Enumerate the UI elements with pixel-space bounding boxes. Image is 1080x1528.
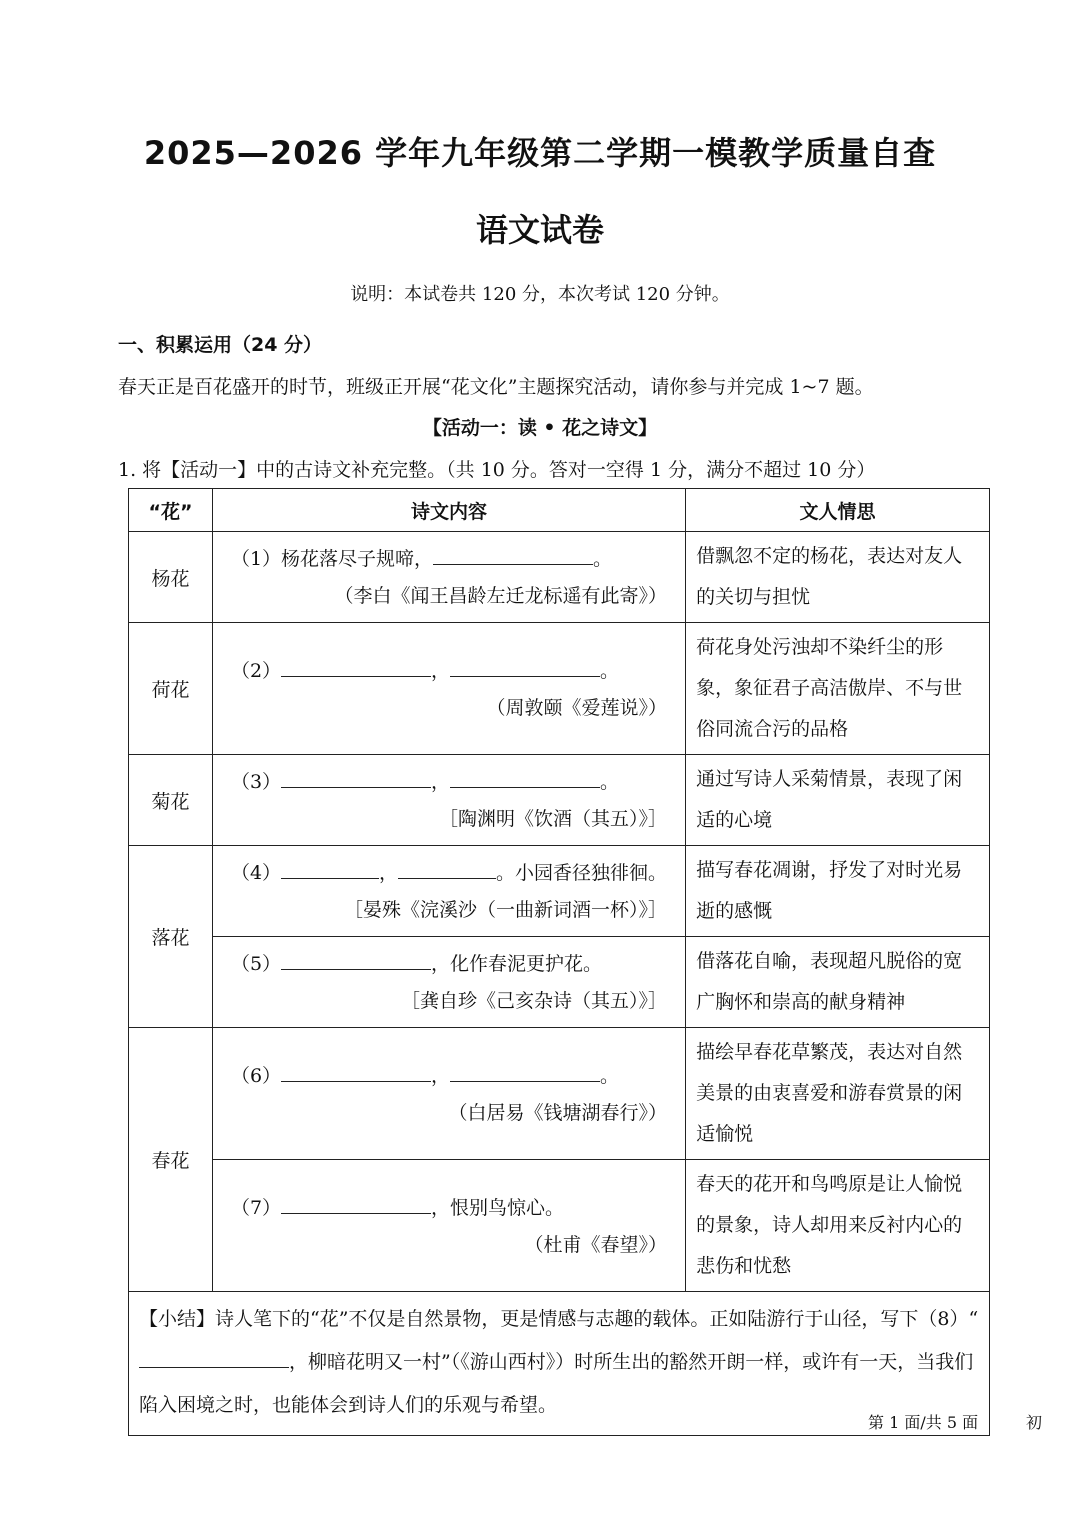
answer-blank-3a[interactable] [281, 765, 431, 788]
poem-text: ， [431, 1064, 451, 1087]
exam-note: 说明：本试卷共 120 分，本次考试 120 分钟。 [350, 284, 730, 305]
table-header-row [129, 489, 990, 532]
question-1: 1. 将【活动一】中的古诗文补充完整。（共 10 分。答对一空得 1 分，满分不超过 10 分） [118, 459, 876, 481]
section-heading: 一、积累运用（24 分） [118, 334, 323, 356]
poem-text: （3） [230, 771, 282, 793]
poem-source: ［晏殊《浣溪沙（一曲新词酒一杯）》］ [344, 899, 668, 921]
poem-text: ， [431, 659, 451, 682]
answer-blank-2a[interactable] [281, 654, 431, 677]
sentiment-cell: 描写春花凋谢，抒发了对时光易逝的感慨 [686, 846, 990, 937]
answer-blank-6b[interactable] [450, 1059, 600, 1082]
poem-text: 。 [600, 659, 620, 682]
flower-cell: 落花 [129, 846, 213, 1028]
answer-blank-3b[interactable] [450, 765, 600, 788]
header-sentiment: 文人情思 [686, 489, 990, 532]
activity-heading: 【活动一：读 • 花之诗文】 [422, 417, 658, 439]
sentiment-cell: 借落花自喻，表现超凡脱俗的宽广胸怀和崇高的献身精神 [686, 937, 990, 1028]
answer-blank-5[interactable] [281, 947, 431, 970]
poem-text: （1）杨花落尽子规啼， [230, 548, 434, 570]
summary-text: 【小结】诗人笔下的“花”不仅是自然景物，更是情感与志趣的载体。正如陆游行于山径，写下（8）“ [139, 1308, 979, 1330]
flower-cell: 菊花 [129, 755, 213, 846]
answer-blank-7[interactable] [281, 1191, 431, 1214]
poem-source: （白居易《钱塘湖春行》） [448, 1101, 668, 1124]
poem-text: （5） [230, 953, 282, 975]
flower-cell: 杨花 [129, 532, 213, 623]
table-row [129, 1160, 990, 1292]
section-intro: 春天正是百花盛开的时节，班级正开展“花文化”主题探究活动，请你参与并完成 1~7 题。 [118, 376, 874, 398]
flower-cell: 春花 [129, 1028, 213, 1292]
summary-cell [129, 1292, 990, 1436]
poem-text: ， [379, 862, 399, 884]
flower-cell: 荷花 [129, 623, 213, 755]
content-cell [212, 846, 685, 937]
answer-blank-1[interactable] [433, 542, 593, 565]
answer-blank-4b[interactable] [398, 856, 496, 879]
poem-text: （7） [230, 1196, 282, 1219]
content-cell [212, 623, 685, 755]
sentiment-cell: 通过写诗人采菊情景，表现了闲适的心境 [686, 755, 990, 846]
poem-line [231, 540, 667, 578]
poem-line [231, 1057, 667, 1095]
poem-text: 。 [593, 548, 613, 570]
table-row [129, 755, 990, 846]
exam-subtitle: 语文试卷 [475, 211, 604, 249]
table-row [129, 846, 990, 937]
poem-text: ， [431, 771, 451, 793]
poem-source: （周敦颐《爱莲说》） [486, 696, 668, 719]
poem-text: ，恨别鸟惊心。 [431, 1196, 565, 1219]
poem-text: 。小园香径独徘徊。 [496, 862, 668, 884]
exam-title: 2025—2026 学年九年级第二学期一模教学质量自查 [143, 134, 937, 172]
poem-text: （4） [230, 862, 282, 884]
poem-text: （2） [230, 659, 282, 682]
content-cell [212, 1160, 685, 1292]
poem-text: ，化作春泥更护花。 [431, 953, 603, 975]
answer-blank-4a[interactable] [281, 856, 379, 879]
poem-text: 。 [600, 771, 620, 793]
sentiment-cell: 荷花身处污浊却不染纤尘的形象，象征君子高洁傲岸、不与世俗同流合污的品格 [686, 623, 990, 755]
poem-line [231, 763, 667, 801]
content-cell [212, 532, 685, 623]
table-row [129, 1028, 990, 1160]
poem-line [231, 1189, 667, 1227]
sentiment-cell: 借飘忽不定的杨花，表达对友人的关切与担忧 [686, 532, 990, 623]
content-cell [212, 937, 685, 1028]
page-number: 第 1 面/共 5 面 [868, 1413, 979, 1432]
poem-table [128, 488, 990, 1436]
poem-source: ［龚自珍《己亥杂诗（其五）》］ [401, 990, 668, 1012]
table-row [129, 937, 990, 1028]
poem-source: （杜甫《春望》） [524, 1233, 668, 1256]
summary-text: ，柳暗花明又一村”（《游山西村》）时所生出的豁然开朗一样，或许有一天，当我们陷入困境之时，也能体会到诗人们的乐观与希望。 [139, 1351, 974, 1416]
poem-source: ［陶渊明《饮酒（其五）》］ [439, 808, 668, 830]
sentiment-cell: 春天的花开和鸟鸣原是让人愉悦的景象，诗人却用来反衬内心的悲伤和忧愁 [686, 1160, 990, 1292]
poem-line [231, 854, 667, 892]
poem-line [231, 945, 667, 983]
grade-mark: 初 [1026, 1413, 1043, 1432]
summary-row [129, 1292, 990, 1436]
sentiment-cell: 描绘早春花草繁茂，表达对自然美景的由衷喜爱和游春赏景的闲适愉悦 [686, 1028, 990, 1160]
header-content: 诗文内容 [212, 489, 685, 532]
header-flower: “花” [129, 489, 213, 532]
poem-text: 。 [600, 1064, 620, 1087]
table-row [129, 532, 990, 623]
poem-source: （李白《闻王昌龄左迁龙标遥有此寄》） [334, 585, 668, 607]
poem-text: （6） [230, 1064, 282, 1087]
answer-blank-2b[interactable] [450, 654, 600, 677]
answer-blank-6a[interactable] [281, 1059, 431, 1082]
answer-blank-8[interactable] [139, 1345, 289, 1368]
content-cell [212, 1028, 685, 1160]
poem-line [231, 652, 667, 690]
content-cell [212, 755, 685, 846]
table-row [129, 623, 990, 755]
